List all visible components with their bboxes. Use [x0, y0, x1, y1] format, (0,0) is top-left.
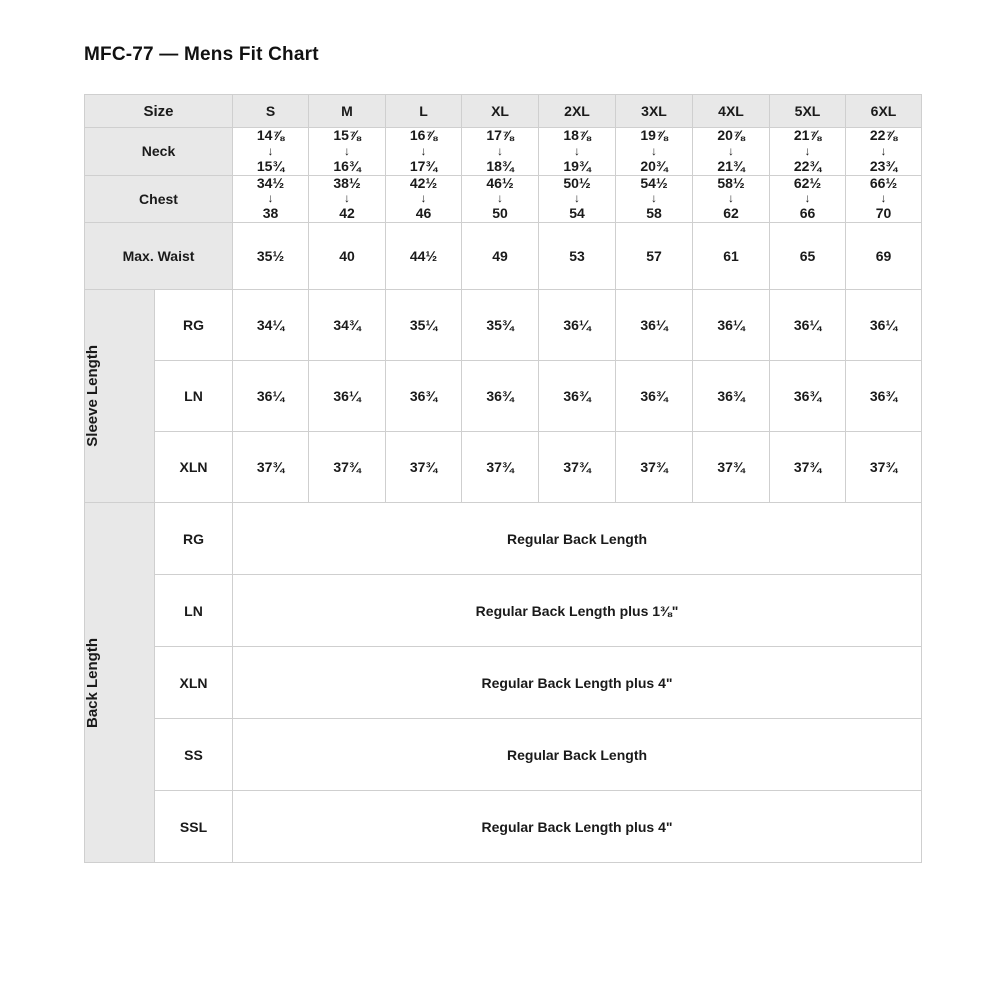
back-length-label: Back Length: [84, 637, 101, 728]
neck-to-6xl: 23¾: [869, 157, 898, 174]
back-xln-value: Regular Back Length plus 4": [233, 647, 922, 719]
sub-label-back-xln: XLN: [155, 647, 233, 719]
sleeve-ln-xl: 36¾: [462, 361, 539, 432]
row-sleeve-rg: [85, 290, 922, 361]
page-title: MFC-77 — Mens Fit Chart: [84, 44, 319, 65]
down-arrow-icon: ↓: [728, 143, 735, 158]
down-arrow-icon: ↓: [651, 143, 658, 158]
sleeve-xln-3xl: 37¾: [616, 432, 693, 503]
neck-cell-l: [386, 128, 462, 176]
neck-to-s: 15¾: [256, 157, 285, 174]
row-back-rg: [85, 503, 922, 575]
header-size-label: Size: [85, 95, 233, 128]
chest-cell-4xl: [693, 175, 770, 223]
sleeve-rg-l: 35¼: [386, 290, 462, 361]
chest-to-l: 46: [415, 205, 432, 222]
neck-to-2xl: 19¾: [563, 157, 591, 174]
down-arrow-icon: ↓: [420, 191, 427, 206]
down-arrow-icon: ↓: [344, 191, 351, 206]
sleeve-ln-s: 36¼: [233, 361, 309, 432]
row-label-neck: Neck: [85, 128, 233, 176]
sleeve-ln-l: 36¾: [386, 361, 462, 432]
back-ssl-value: Regular Back Length plus 4": [233, 791, 922, 863]
neck-cell-4xl: [693, 128, 770, 176]
chest-to-6xl: 70: [875, 205, 892, 222]
sleeve-ln-6xl: 36¾: [846, 361, 922, 432]
down-arrow-icon: ↓: [497, 191, 504, 206]
chest-from-6xl: 66½: [869, 174, 898, 191]
max-waist-cell-xl: 49: [462, 223, 539, 290]
neck-cell-5xl: [770, 128, 846, 176]
chest-to-m: 42: [339, 205, 355, 222]
neck-from-l: 16⅞: [409, 127, 438, 143]
row-max-waist: [85, 223, 922, 290]
sub-label-back-rg: RG: [155, 503, 233, 575]
sleeve-rg-xl: 35¾: [462, 290, 539, 361]
sleeve-xln-l: 37¾: [386, 432, 462, 503]
sleeve-xln-6xl: 37¾: [846, 432, 922, 503]
sleeve-ln-m: 36¼: [309, 361, 386, 432]
header-size-s: S: [233, 95, 309, 128]
sub-label-back-ss: SS: [155, 719, 233, 791]
neck-to-3xl: 20¾: [640, 157, 668, 174]
sleeve-xln-xl: 37¾: [462, 432, 539, 503]
neck-from-m: 15⅞: [333, 127, 361, 143]
neck-from-2xl: 18⅞: [563, 127, 591, 143]
down-arrow-icon: ↓: [574, 191, 581, 206]
chest-to-2xl: 54: [569, 205, 585, 222]
sleeve-rg-6xl: 36¼: [846, 290, 922, 361]
down-arrow-icon: ↓: [880, 143, 887, 158]
table-header-row: [85, 95, 922, 128]
chest-from-3xl: 54½: [640, 174, 668, 191]
down-arrow-icon: ↓: [804, 191, 811, 206]
chest-from-2xl: 50½: [563, 174, 591, 191]
chest-from-xl: 46½: [486, 174, 514, 191]
down-arrow-icon: ↓: [804, 143, 811, 158]
max-waist-cell-3xl: 57: [616, 223, 693, 290]
down-arrow-icon: ↓: [497, 143, 504, 158]
back-ln-value: Regular Back Length plus 1⅜": [233, 575, 922, 647]
sleeve-xln-5xl: 37¾: [770, 432, 846, 503]
sub-label-sleeve-xln: XLN: [155, 432, 233, 503]
chest-cell-xl: [462, 175, 539, 223]
chest-from-s: 34½: [256, 174, 285, 191]
header-size-2xl: 2XL: [539, 95, 616, 128]
down-arrow-icon: ↓: [728, 191, 735, 206]
max-waist-cell-m: 40: [309, 223, 386, 290]
neck-cell-6xl: [846, 128, 922, 176]
sleeve-xln-4xl: 37¾: [693, 432, 770, 503]
group-label-back-length: [85, 503, 155, 863]
chest-cell-l: [386, 175, 462, 223]
sleeve-xln-m: 37¾: [309, 432, 386, 503]
sub-label-sleeve-ln: LN: [155, 361, 233, 432]
sleeve-rg-m: 34¾: [309, 290, 386, 361]
down-arrow-icon: ↓: [880, 191, 887, 206]
row-sleeve-xln: [85, 432, 922, 503]
down-arrow-icon: ↓: [420, 143, 427, 158]
down-arrow-icon: ↓: [267, 143, 274, 158]
max-waist-cell-s: 35½: [233, 223, 309, 290]
chest-from-m: 38½: [333, 174, 361, 191]
chest-to-xl: 50: [492, 205, 508, 222]
sleeve-xln-2xl: 37¾: [539, 432, 616, 503]
chest-cell-6xl: [846, 175, 922, 223]
header-size-l: L: [386, 95, 462, 128]
chest-cell-m: [309, 175, 386, 223]
sleeve-ln-5xl: 36¾: [770, 361, 846, 432]
neck-from-s: 14⅞: [256, 127, 285, 143]
row-sleeve-ln: [85, 361, 922, 432]
row-back-xln: [85, 647, 922, 719]
sub-label-back-ln: LN: [155, 575, 233, 647]
sleeve-rg-3xl: 36¼: [616, 290, 693, 361]
max-waist-cell-l: 44½: [386, 223, 462, 290]
chest-from-4xl: 58½: [717, 174, 745, 191]
row-neck: [85, 128, 922, 176]
neck-cell-3xl: [616, 128, 693, 176]
down-arrow-icon: ↓: [574, 143, 581, 158]
chest-cell-3xl: [616, 175, 693, 223]
neck-from-xl: 17⅞: [486, 127, 514, 143]
chest-from-5xl: 62½: [793, 174, 822, 191]
sleeve-rg-s: 34¼: [233, 290, 309, 361]
neck-from-5xl: 21⅞: [793, 127, 822, 143]
header-size-4xl: 4XL: [693, 95, 770, 128]
neck-to-5xl: 22¾: [793, 157, 822, 174]
chest-cell-2xl: [539, 175, 616, 223]
max-waist-cell-6xl: 69: [846, 223, 922, 290]
row-label-max-waist: Max. Waist: [85, 223, 233, 290]
sleeve-ln-2xl: 36¾: [539, 361, 616, 432]
chest-from-l: 42½: [409, 174, 438, 191]
max-waist-cell-2xl: 53: [539, 223, 616, 290]
max-waist-cell-4xl: 61: [693, 223, 770, 290]
row-back-ss: [85, 719, 922, 791]
sub-label-back-ssl: SSL: [155, 791, 233, 863]
neck-cell-m: [309, 128, 386, 176]
chest-to-s: 38: [262, 205, 279, 222]
neck-to-m: 16¾: [333, 157, 361, 174]
sleeve-rg-4xl: 36¼: [693, 290, 770, 361]
chest-to-5xl: 66: [799, 205, 816, 222]
neck-cell-s: [233, 128, 309, 176]
down-arrow-icon: ↓: [267, 191, 274, 206]
group-label-sleeve-length: [85, 290, 155, 503]
sleeve-xln-s: 37¾: [233, 432, 309, 503]
sub-label-sleeve-rg: RG: [155, 290, 233, 361]
header-size-6xl: 6XL: [846, 95, 922, 128]
down-arrow-icon: ↓: [344, 143, 351, 158]
neck-from-6xl: 22⅞: [869, 127, 898, 143]
sleeve-length-label: Sleeve Length: [84, 345, 101, 447]
sleeve-ln-3xl: 36¾: [616, 361, 693, 432]
header-size-m: M: [309, 95, 386, 128]
neck-cell-2xl: [539, 128, 616, 176]
max-waist-cell-5xl: 65: [770, 223, 846, 290]
neck-from-4xl: 20⅞: [717, 127, 745, 143]
back-ss-value: Regular Back Length: [233, 719, 922, 791]
chest-cell-5xl: [770, 175, 846, 223]
chest-to-4xl: 62: [723, 205, 739, 222]
back-rg-value: Regular Back Length: [233, 503, 922, 575]
row-label-chest: Chest: [85, 175, 233, 223]
down-arrow-icon: ↓: [651, 191, 658, 206]
neck-from-3xl: 19⅞: [640, 127, 668, 143]
row-back-ssl: [85, 791, 922, 863]
neck-to-4xl: 21¾: [717, 157, 745, 174]
row-back-ln: [85, 575, 922, 647]
sleeve-rg-5xl: 36¼: [770, 290, 846, 361]
neck-cell-xl: [462, 128, 539, 176]
header-size-3xl: 3XL: [616, 95, 693, 128]
sleeve-rg-2xl: 36¼: [539, 290, 616, 361]
neck-to-l: 17¾: [409, 157, 438, 174]
chest-to-3xl: 58: [646, 205, 662, 222]
chest-cell-s: [233, 175, 309, 223]
row-chest: [85, 175, 922, 223]
header-size-xl: XL: [462, 95, 539, 128]
sleeve-ln-4xl: 36¾: [693, 361, 770, 432]
mens-fit-chart-table: [84, 94, 922, 863]
header-size-5xl: 5XL: [770, 95, 846, 128]
neck-to-xl: 18¾: [486, 157, 514, 174]
